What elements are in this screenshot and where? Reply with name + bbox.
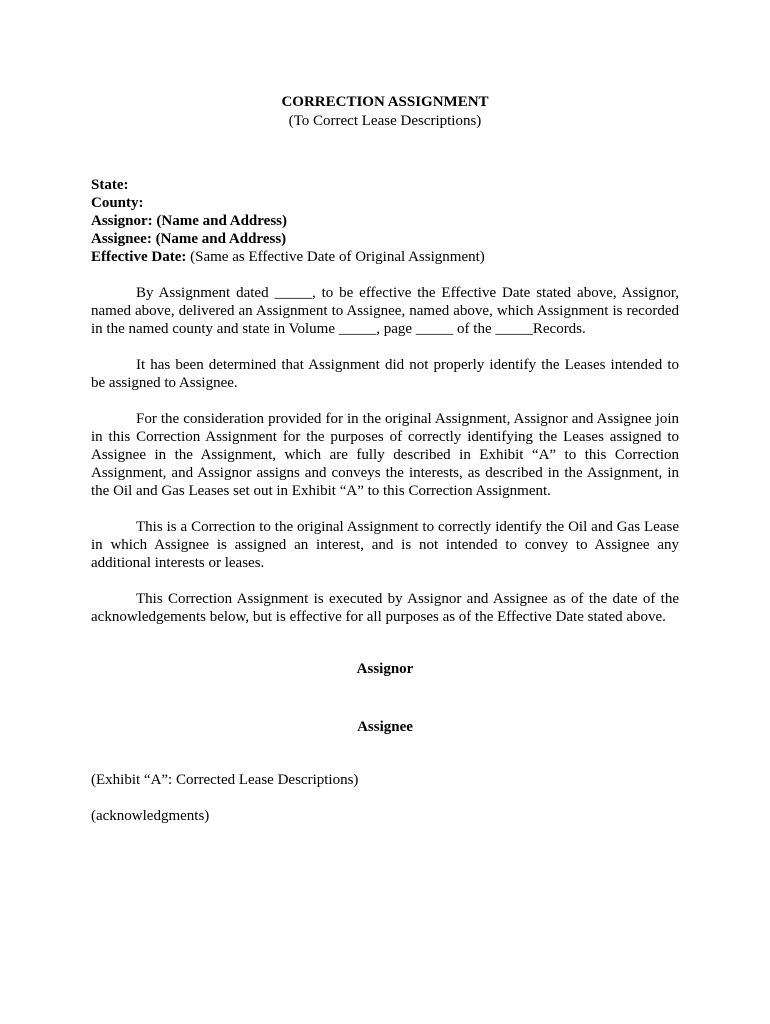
paragraph-execution: This Correction Assignment is executed by Assignor and Assignee as of the date of the acknowledgements below, but is effective for all purposes as of the Effective Date stated above. bbox=[91, 591, 679, 625]
paragraph-recital: By Assignment dated _____, to be effective the Effective Date stated above, Assignor, named above, delivered an Assignment to Assignee, named above, which Assignment is recorded in the named county and state in Volume _____, page _____ of the _____Records. bbox=[91, 285, 679, 337]
effective-date-label: Effective Date: bbox=[91, 249, 187, 265]
title-block bbox=[91, 93, 679, 131]
county-label: County: bbox=[91, 195, 144, 211]
paragraph-consideration: For the consideration provided for in the original Assignment, Assignor and Assignee join in this Correction Assignment for the purposes of correctly identifying the Leases assigned to Assignee in the Assignment, which are fully described in Exhibit “A” to this Correction Assignment, and Assignor assigns and conveys the interests, as described in the Assignment, in the Oil and Gas Leases set out in Exhibit “A” to this Correction Assignment. bbox=[91, 411, 679, 499]
acknowledgments-note: (acknowledgments) bbox=[91, 808, 210, 824]
document-title: CORRECTION ASSIGNMENT bbox=[281, 94, 489, 110]
header-fields bbox=[91, 176, 679, 266]
effective-date-line bbox=[91, 248, 679, 266]
assignor-label: Assignor: (Name and Address) bbox=[91, 213, 287, 229]
assignee-label: Assignee: (Name and Address) bbox=[91, 231, 287, 247]
paragraph-determination: It has been determined that Assignment did not properly identify the Leases intended to be assigned to Assignee. bbox=[91, 357, 679, 391]
document-page bbox=[91, 93, 679, 825]
exhibit-note: (Exhibit “A”: Corrected Lease Descriptions) bbox=[91, 772, 359, 788]
effective-date-value: (Same as Effective Date of Original Assignment) bbox=[186, 249, 485, 265]
document-subtitle: (To Correct Lease Descriptions) bbox=[288, 113, 482, 129]
state-label: State: bbox=[91, 177, 129, 193]
assignee-signature-heading: Assignee bbox=[357, 719, 413, 735]
paragraph-correction: This is a Correction to the original Assignment to correctly identify the Oil and Gas Lease in which Assignee is assigned an interest, and is not intended to convey to Assignee any additional interests or leases. bbox=[91, 519, 679, 571]
assignor-signature-heading: Assignor bbox=[356, 661, 414, 677]
